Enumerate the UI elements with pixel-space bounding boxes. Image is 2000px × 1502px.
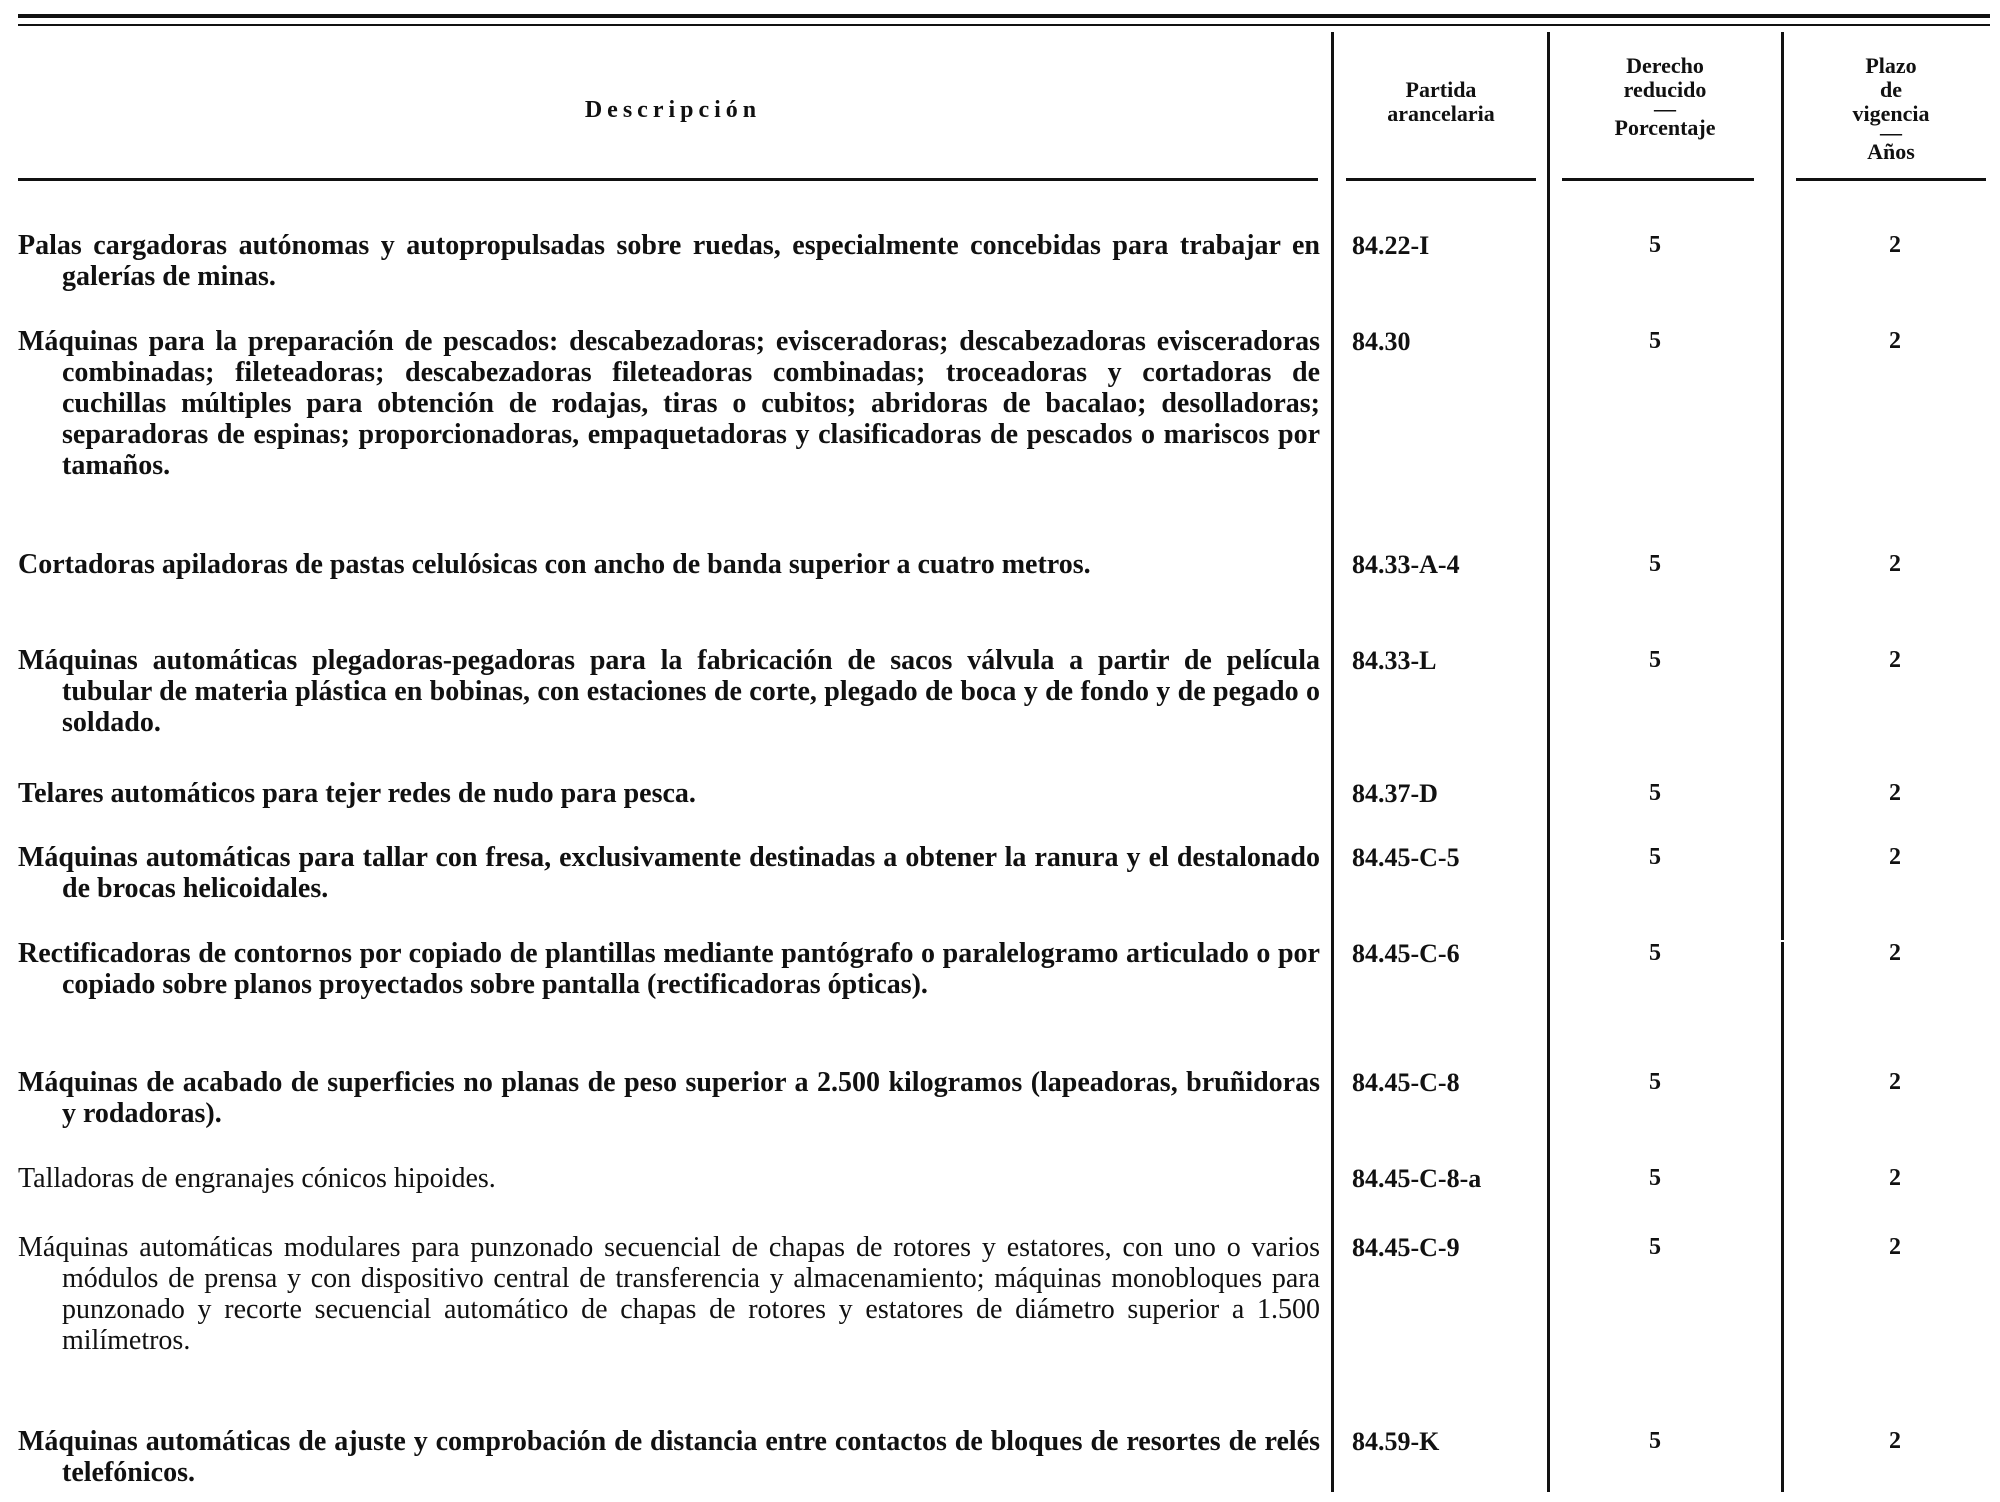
row-descripcion: Máquinas automáticas plegadoras-pegadoras para la fabricación de sacos válvula a partir de película tubular de materia plástica en bobinas, con estaciones de corte, plegado de boca y de fondo y de pegado o soldado.	[18, 645, 1320, 738]
header-derecho-dash: —	[1654, 96, 1676, 121]
column-separator-3b	[1781, 942, 1784, 1492]
row-partida: 84.45-C-8-a	[1352, 1164, 1482, 1193]
top-rule-1	[18, 14, 1990, 18]
row-derecho: 5	[1649, 647, 1661, 673]
header-partida-line-1: Partida	[1405, 77, 1477, 102]
row-descripcion: Rectificadoras de contornos por copiado de plantillas mediante pantógrafo o paralelogramo articulado o por copiado sobre planos proyectados sobre pantalla (rectificadoras ópticas).	[18, 938, 1320, 1000]
row-partida: 84.22-I	[1352, 231, 1430, 260]
row-descripcion: Telares automáticos para tejer redes de nudo para pesca.	[18, 778, 696, 809]
row-derecho: 5	[1649, 1165, 1661, 1191]
row-descripcion: Talladoras de engranajes cónicos hipoides.	[18, 1163, 496, 1194]
row-descripcion: Máquinas de acabado de superficies no planas de peso superior a 2.500 kilogramos (lapeadoras, bruñidoras y rodadoras).	[18, 1067, 1320, 1129]
row-descripcion: Máquinas para la preparación de pescados: descabezadoras; evisceradoras; descabezadoras evisceradoras combinadas; fileteadoras; descabezadoras fileteadoras combinadas; troceadoras y cortadoras de cuchillas múltiples para obtención de rodajas, tiras o cubitos; abridoras de bacalao; desolladoras; separadoras de espinas; proporcionadoras, empaquetadoras y clasificadoras de pescados o mariscos por tamaños.	[18, 326, 1320, 481]
row-descripcion: Máquinas automáticas para tallar con fresa, exclusivamente destinadas a obtener la ranura y el destalonado de brocas helicoidales.	[18, 842, 1320, 904]
row-plazo: 2	[1889, 844, 1901, 870]
column-separator-1	[1331, 32, 1334, 1492]
row-plazo: 2	[1889, 1234, 1901, 1260]
row-plazo: 2	[1889, 780, 1901, 806]
row-plazo: 2	[1889, 940, 1901, 966]
row-descripcion: Cortadoras apiladoras de pastas celulósicas con ancho de banda superior a cuatro metros.	[18, 549, 1091, 580]
row-derecho: 5	[1649, 1069, 1661, 1095]
row-descripcion: Máquinas automáticas de ajuste y comprobación de distancia entre contactos de bloques de resortes de relés telefónicos.	[18, 1426, 1320, 1488]
row-derecho: 5	[1649, 328, 1661, 354]
row-derecho: 5	[1649, 780, 1661, 806]
row-derecho: 5	[1649, 551, 1661, 577]
row-derecho: 5	[1649, 1234, 1661, 1260]
row-plazo: 2	[1889, 1428, 1901, 1454]
row-descripcion: Máquinas automáticas modulares para punzonado secuencial de chapas de rotores y estatores, con uno o varios módulos de prensa y con dispositivo central de transferencia y almacenamiento; máquinas monobloques para punzonado y recorte secuencial automático de chapas de rotores y estatores de diámetro superior a 1.500 milímetros.	[18, 1232, 1320, 1356]
header-underline-derecho	[1562, 178, 1754, 181]
top-rule-2	[18, 24, 1990, 26]
header-plazo-line-3: vigencia	[1852, 101, 1930, 126]
header-plazo-dash: —	[1880, 120, 1902, 145]
row-plazo: 2	[1889, 647, 1901, 673]
row-partida: 84.33-A-4	[1352, 550, 1460, 579]
header-derecho-line-3: Porcentaje	[1614, 115, 1716, 140]
row-partida: 84.45-C-9	[1352, 1233, 1460, 1262]
header-plazo-line-2: de	[1880, 77, 1902, 102]
row-partida: 84.45-C-6	[1352, 939, 1460, 968]
row-partida: 84.37-D	[1352, 779, 1438, 808]
row-partida: 84.30	[1352, 327, 1411, 356]
header-partida	[1336, 78, 1546, 126]
header-plazo-line-4: Años	[1867, 139, 1915, 164]
row-plazo: 2	[1889, 1165, 1901, 1191]
row-plazo: 2	[1889, 232, 1901, 258]
header-derecho	[1552, 54, 1778, 140]
header-underline-partida	[1346, 178, 1536, 181]
row-derecho: 5	[1649, 232, 1661, 258]
header-underline-descripcion	[18, 178, 1318, 181]
header-plazo	[1786, 54, 1996, 164]
header-plazo-line-1: Plazo	[1865, 53, 1917, 78]
header-underline-plazo	[1796, 178, 1986, 181]
row-partida: 84.45-C-8	[1352, 1068, 1460, 1097]
row-partida: 84.59-K	[1352, 1427, 1440, 1456]
row-plazo: 2	[1889, 328, 1901, 354]
row-derecho: 5	[1649, 844, 1661, 870]
column-separator-3	[1781, 32, 1784, 940]
row-partida: 84.45-C-5	[1352, 843, 1460, 872]
header-descripcion: Descripción	[584, 97, 762, 123]
row-plazo: 2	[1889, 551, 1901, 577]
row-partida: 84.33-L	[1352, 646, 1437, 675]
column-separator-2	[1547, 32, 1550, 1492]
header-derecho-line-1: Derecho	[1626, 53, 1704, 78]
header-derecho-line-2: reducido	[1623, 77, 1707, 102]
row-derecho: 5	[1649, 940, 1661, 966]
row-derecho: 5	[1649, 1428, 1661, 1454]
row-plazo: 2	[1889, 1069, 1901, 1095]
header-partida-line-2: arancelaria	[1387, 101, 1495, 126]
row-descripcion: Palas cargadoras autónomas y autopropulsadas sobre ruedas, especialmente concebidas para trabajar en galerías de minas.	[18, 230, 1320, 292]
